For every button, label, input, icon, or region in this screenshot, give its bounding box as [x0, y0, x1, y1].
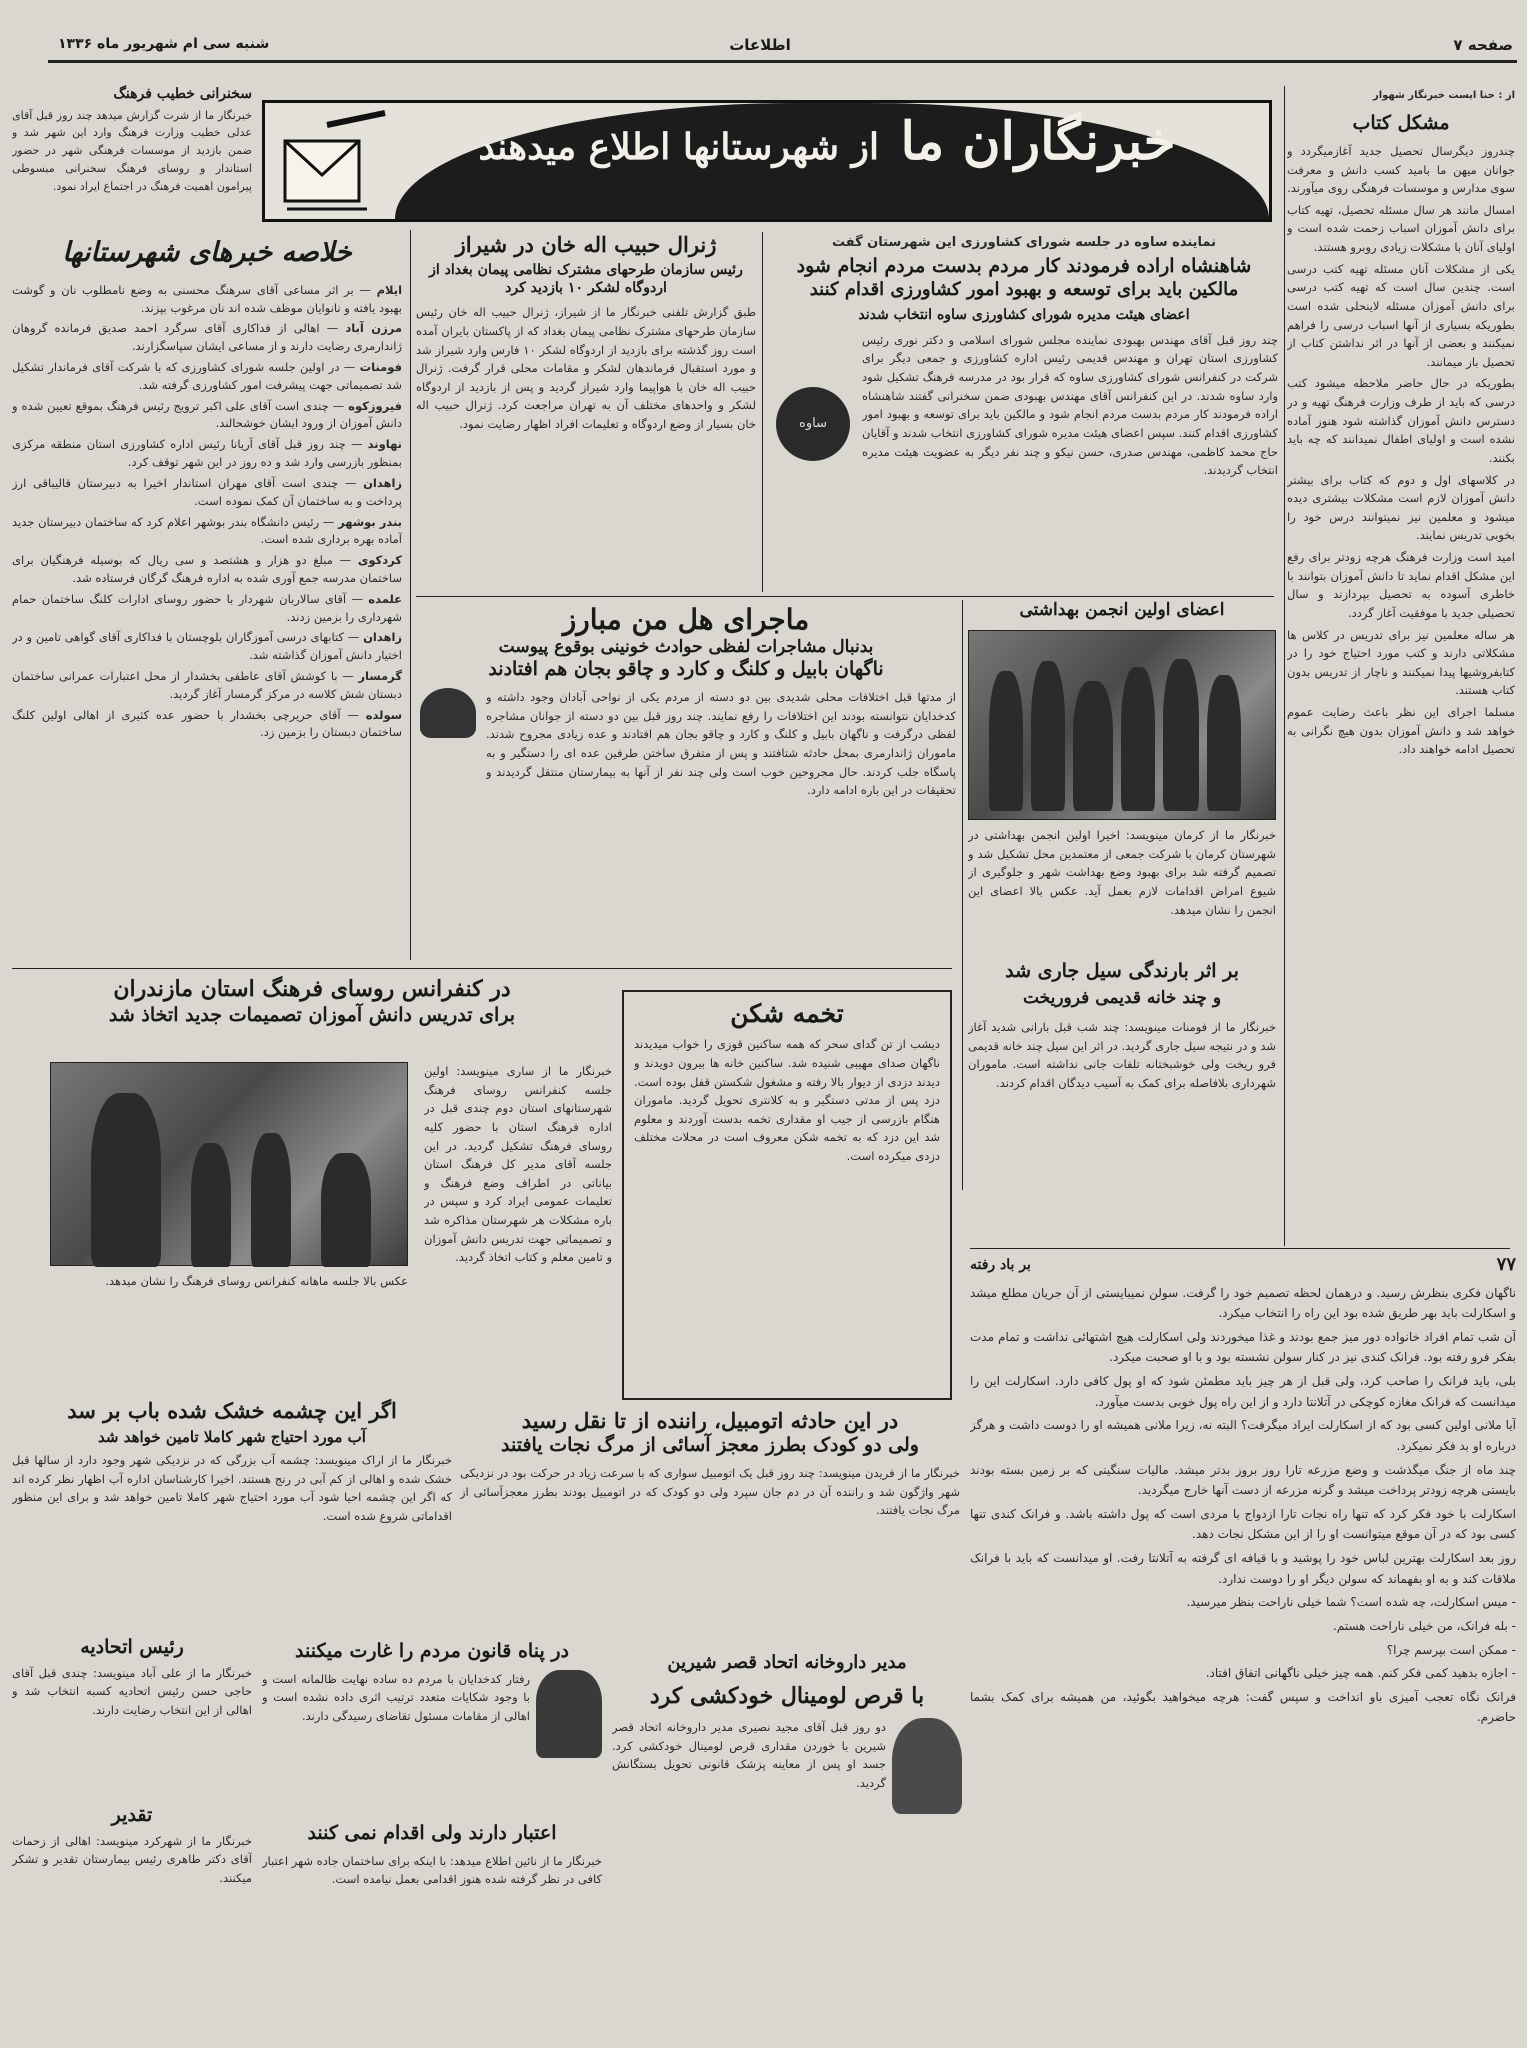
summary-item: زاهدان — کتابهای درسی آموزگاران بلوچستان با فداکاری آقای گواهی تامین و در اختیار دانش آموزان گذاشته شد.: [12, 630, 402, 663]
article-mazandaran: [12, 976, 612, 1396]
article-saveh-title: شاهنشاه اراده فرمودند کار مردم بدست مردم انجام شود: [796, 255, 1252, 278]
summary-divider: [410, 230, 411, 960]
summary-item: فومنات — در اولین جلسه شورای کشاورزی که با شرکت آقای فرماندار تشکیل شد تصمیماتی جهت پیشرفت امور کشاورزی گرفته شد.: [12, 360, 402, 392]
serial-top-rule: [970, 1248, 1510, 1249]
article-pharmacy-sub: با قرص لومینال خودکشی کرد: [649, 1682, 925, 1709]
summary-item: کردکوی — مبلغ دو هزار و هشتصد و سی ریال که بوسیله فرهنگیان برای ساختمان مدرسه جمع آوری شده به اداره فرهنگ گرگان فرستاده شد.: [12, 553, 402, 585]
summary-items: [12, 282, 402, 932]
article-union: [12, 1636, 252, 2036]
right-column-divider: [1284, 86, 1285, 1246]
article-general-title: ژنرال حبیب اله خان در شیراز: [455, 232, 717, 257]
article-pharmacy-body: دو روز قبل آقای مجید نصیری مدیر داروخانه اتحاد قصر شیرین با خوردن مقداری قرص لومینال خودکشی کرد. جسد او پس از معاینه پزشک قانونی تحویل بستگانش گردید.: [612, 1720, 886, 1790]
article-cheshmeh-body: خبرنگار ما از اراک مینویسد: چشمه آب بزرگی که در نزدیکی شهر وجود دارد از سالها قبل خشک شده و اهالی از کم آبی در رنج هستند. اخیرا کارشناسان اداره آب اظهار نظر کرده اند که اگر این چشمه احیا شود آب مورد احتیاج شهر کاملا تامین خواهد شد و برای این منظور اقداماتی شروع شده است.: [12, 1453, 452, 1523]
article-accident-title: در این حادثه اتومبیل، راننده از تا نقل رسید: [521, 1408, 899, 1433]
left-small-body: خبرنگار ما از شرت گزارش میدهد چند روز قبل آقای عدلی خطیب وزارت فرهنگ وارد این شهر شد و ضمن بازدید از موسسات فرهنگی شهر در حضور استاندار و روسای فرهنگ سخنرانی مبسوطی پیرامون اهمیت فرهنگ در اجتماع ایراد نمود.: [12, 108, 252, 193]
article-credit: [262, 1822, 602, 2032]
serial-label: بر باد رفته: [970, 1256, 1031, 1273]
article-saveh-title2: مالکین باید برای توسعه و بهبود امور کشاورزی اقدام کنند: [809, 278, 1239, 300]
right-article-title: مشکل کتاب: [1352, 112, 1450, 135]
article-mazandaran-title: در کنفرانس روسای فرهنگ استان مازندران: [113, 976, 511, 1002]
article-mobarez-body: از مدتها قبل اختلافات محلی شدیدی بین دو دسته از مردم یکی از نواحی آبادان وجود داشته و کدخدایان نتوانسته بودند این اختلافات را رفع نمایند. چند روز قبل بین دو دسته از جوانان مشاجره لفظی درگرفت و ناگهان بابیل و کلنگ و کارد و چاقو بجان هم افتادند و عده زیادی مجروح شدند. ماموران ژاندارمری بمحل حادثه شتافتند و پس از متفرق ساختن طرفین عده ای را دستگیر و به پاسگاه جلب کردند. حال مجروحین خوب است ولی چند نفر از آنها به بیمارستان منتقل گردیدند و تحقیقات در این باره ادامه دارد.: [486, 690, 956, 798]
article-tokhme-title: تخمه شکن: [730, 999, 844, 1028]
mazandaran-photo: [50, 1062, 408, 1266]
article-anjoman-body: خبرنگار ما از کرمان مینویسد: اخیرا اولین انجمن بهداشتی در شهرستان کرمان با شرکت جمعی از معتمدین محل تشکیل شد و تصمیم گرفته شد برای بهبود وضع بهداشت شهر و جلوگیری از شیوع امراض اقدامات لازم بعمل آید. عکس بالا اعضای این انجمن را نشان میدهد.: [968, 828, 1276, 917]
banner-subtitle: از شهرستانها اطلاع میدهند: [478, 126, 879, 168]
article-saveh: [770, 232, 1278, 602]
summary-item: گرمسار — با کوشش آقای عاطفی بخشدار از محل اعتبارات عمرانی ساختمان دبستان شش کلاسه در مرکز گرمسار آغاز گردید.: [12, 669, 402, 701]
left-small-title: سخنرانی خطیب فرهنگ: [113, 86, 252, 102]
article-cheshmeh-title: اگر این چشمه خشک شده باب بر سد: [67, 1398, 397, 1423]
article-flood-sub: و چند خانه قدیمی فروریخت: [1022, 988, 1222, 1008]
serial-number: ۷۷: [1496, 1254, 1516, 1275]
header-rule: [48, 60, 1517, 63]
article-mazandaran-caption: عکس بالا جلسه ماهانه کنفرانس روسای فرهنگ را نشان میدهد.: [105, 1274, 408, 1288]
article-cheshmeh-sub: آب مورد احتیاج شهر کاملا تامین خواهد شد: [98, 1428, 366, 1447]
summary-item: ایلام — بر اثر مساعی آقای سرهنگ محسنی به وضع نامطلوب نان و گوشت بهبود یافته و نانوایان موظف شده اند نان مرغوب بپزند.: [12, 282, 402, 315]
article-general-body: طبق گزارش تلفنی خبرنگار ما از شیراز، ژنرال حبیب اله خان رئیس سازمان طرحهای مشترک نظامی پیمان بغداد که از پاکستان بایران آمده است روز گذشته برای بازدید از اردوگاه لشکر ۱۰ فارس وارد شیراز شد و مورد استقبال فرماندهان لشکر و مقامات محلی قرار گرفت. ژنرال حبیب اله خان با هواپیما وارد شیراز گردید و پس از بازدید از اردوگاه لشکر و واحدهای مختلف آن به تهران مراجعت کرد. ژنرال حبیب اله خان بسیار از وضع اردوگاه و تعلیمات افراد اظهار رضایت نمود.: [416, 305, 756, 431]
serial-body: ناگهان فکری بنظرش رسید. و درهمان لحظه تصمیم خود را گرفت. سولن نمیبایستی از آن جریان مطلع میشد و اسکارلت باید بهر طریق شده بود این راه را انتخاب میکرد. آن شب تمام افراد خانواده دور میز جمع بودند و غذا میخوردند ولی اسکارلت هیچ اشتهائی نداشت و تمام مدت بفکر فرو رفته بود. فرانک کندی نیز در کنار سولن نشسته بود و با او صحبت میکرد. بلی، باید فرانک را صاحب کرد، ولی قبل از هر چیز باید مطمئن شود که او پول کافی دارد. اسکارلت این را میدانست که فرانک مغازه کوچکی در آتلانتا دارد و از این راه پول خوبی بدست میآورد. آیا ملانی اولین کسی بود که از اسکارلت ایراد میگرفت؟ البته نه، زیرا ملانی همیشه او را دوست داشت و هرگز درباره او بد فکر نمیکرد. چند ماه از جنگ میگذشت و وضع مزرعه تارا روز بروز بدتر میشد. مالیات سنگینی که بر زمین بسته بودند بایستی هرچه زودتر پرداخت میشد و گرنه مزرعه از دست آنها خارج میگردید. اسکارلت با خود فکر کرد که تنها راه نجات تارا ازدواج با مردی است که پول داشته باشد. و فرانک کندی تنها کسی بود که در آن موقع میتوانست او را از این مشکل نجات دهد. روز بعد اسکارلت بهترین لباس خود را پوشید و با قیافه ای گرفته به آتلانتا رفت. او میدانست که باید با فرانک ملاقات کند و به او بفهماند که سولن دیگر او را دوست ندارد. - میس اسکارلت، چه شده است؟ شما خیلی ناراحت بنظر میرسید. - بله فرانک، من خیلی ناراحت هستم. - ممکن است بپرسم چرا؟ - اجازه بدهید کمی فکر کنم. همه چیز خیلی ناگهانی اتفاق افتاد. فرانک نگاه تعجب آمیزی باو انداخت و سپس گفت: هرچه میخواهید بگوئید، من همیشه برای کمک بشما حاضرم.: [970, 1285, 1516, 1725]
summary-item: سولده — آقای حریرچی بخشدار با حضور عده کثیری از اهالی اولین کلنگ ساختمان دبستان را بزمین زد.: [12, 707, 402, 740]
article-mobarez-title: ماجرای هل من مبارز: [562, 603, 810, 636]
summary-title: خلاصه خبرهای شهرستانها: [62, 237, 352, 268]
issue-date: شنبه سی ام شهریور ماه ۱۳۳۶: [58, 36, 270, 52]
summary-item: بندر بوشهر — رئیس دانشگاه بندر بوشهر اعلام کرد که ساختمان دبیرستان جدید آماده بهره برداری شده است.: [12, 514, 402, 547]
article-flood-body: خبرنگار ما از فومنات مینویسد: چند شب قبل بارانی شدید آغاز شد و در نتیجه سیل جاری گردید. در اثر این سیل چند خانه قدیمی فرو ریخت ولی خوشبختانه تلفات جانی نداشته است. ماموران شهرداری بلافاصله برای کمک به آسیب دیدگان اقدام کردند.: [968, 1020, 1276, 1090]
article-mobarez-sub2: ناگهان بابیل و کلنگ و کارد و چاقو بجان هم افتادند: [488, 658, 884, 681]
saveh-seal-text: ساوه: [799, 416, 827, 432]
article-accident-sub: ولی دو کودک بطرز معجز آسائی از مرگ نجات یافتند: [501, 1434, 919, 1457]
summary-item: مرزن آباد — اهالی از فداکاری آقای سرگرد احمد صدیق فرمانده گروهان ژاندارمری رضایت دارند و از مساعی ایشان سپاسگزارند.: [12, 321, 402, 354]
article-flood-title: بر اثر بارندگی سیل جاری شد: [1005, 960, 1239, 982]
article-saveh-sub: اعضای هیئت مدیره شورای کشاورزی ساوه انتخاب شدند: [858, 307, 1190, 324]
saveh-seal-icon: [776, 387, 850, 461]
section-banner: [262, 100, 1272, 222]
article-looting-title: در پناه قانون مردم را غارت میکنند: [295, 1640, 569, 1662]
col-divider-b: [962, 600, 963, 1190]
article-looting-body: رفتار کدخدایان با مردم ده ساده نهایت ظالمانه است و با وجود شکایات متعدد ترتیب اثری داده نشده است و اهالی از مقامات مسئول تقاضای رسیدگی دارند.: [262, 1671, 530, 1723]
article-anjoman-title: اعضای اولین انجمن بهداشتی: [1019, 600, 1225, 620]
left-small-article: [12, 86, 252, 216]
portrait-icon: [892, 1718, 962, 1814]
banner-title: خبرنگاران ما: [900, 111, 1176, 172]
newspaper-name: اطلاعات: [729, 36, 791, 54]
pen-ink-icon: [267, 105, 395, 221]
article-mobarez-sub: بدنبال مشاجرات لفظی حوادث خونینی بوقوع پیوست: [498, 637, 874, 657]
article-credit-title: اعتبار دارند ولی اقدام نمی کنند: [307, 1822, 557, 1844]
article-saveh-kicker: نماینده ساوه در جلسه شورای کشاورزی این شهرستان گفت: [831, 235, 1217, 250]
article-union-body: خبرنگار ما از علی آباد مینویسد: چندی قبل آقای حاجی حسن رئیس اتحادیه کسبه انتخاب شد و اهالی از این انتخاب رضایت دارند.: [12, 1665, 252, 1717]
article-tokhme: [622, 990, 952, 1400]
anjoman-photo: [968, 630, 1276, 820]
fight-illustration-icon: [420, 688, 476, 738]
article-cheshmeh: [12, 1398, 452, 1618]
right-column: [1287, 88, 1515, 1228]
article-accident-body: خبرنگار ما از فریدن مینویسد: چند روز قبل یک اتومبیل سواری که با سرعت زیاد در حرکت بود در نزدیکی شهر واژگون شد و راننده آن در دم جان سپرد ولی دو کودک که در اتومبیل بودند بطرز معجزآسائی از مرگ نجات یافتند.: [460, 1466, 960, 1518]
right-byline: از : حنا ایست خبرنگار شهوار: [1372, 90, 1515, 101]
serial-story: [970, 1254, 1516, 2034]
article-looting: [262, 1640, 602, 1810]
article-tokhme-body: دیشب از تن گدای سحر که همه ساکنین قوزی را خواب میدیدند ناگهان صدای مهیبی شنیده شد. ساکنین خانه ها بیرون دویدند و دیدند دزدی از دیوار بالا رفته و مشغول شکستن قفل بوده است. دزد پس از مدتی دستگیر و به کلانتری تحویل گردید. ماموران هنگام بازرسی از جیب او مقداری تخمه بدست آوردند و معلوم شد این دزد که به تخمه شکن معروف است در محلات مختلف دزدی میکرده است.: [634, 1037, 940, 1163]
summary-item: نهاوند — چند روز قبل آقای آریانا رئیس اداره کشاورزی استان منطقه مرکزی بمنظور بازرسی وارد شد و ده روز در این شهر توقف کرد.: [12, 437, 402, 470]
article-thanks-title: تقدیر: [111, 1803, 153, 1826]
article-thanks-body: خبرنگار ما از شهرکرد مینویسد: اهالی از زحمات آقای دکتر طاهری رئیس بیمارستان تقدیر و تشکر میکنند.: [12, 1833, 252, 1885]
hrule-mobarez: [416, 596, 1274, 597]
article-general-shiraz: [416, 232, 756, 592]
article-mobarez: [416, 602, 956, 962]
article-mazandaran-sub: برای تدریس دانش آموزان تصمیمات جدید اتخاذ شد: [108, 1003, 516, 1026]
summary-item: علمده — آقای سالاربان شهردار با حضور روسای ادارات کلنگ ساختمان حمام شهرداری را بزمین زدند.: [12, 591, 402, 624]
article-pharmacy-title: مدیر داروخانه اتحاد قصر شیرین: [667, 1652, 907, 1673]
article-general-sub: رئیس سازمان طرحهای مشترک نظامی پیمان بغداد از اردوگاه لشکر ۱۰ بازدید کرد: [429, 262, 743, 296]
article-union-title: رئیس اتحادیه: [80, 1636, 184, 1658]
article-anjoman: [968, 600, 1276, 1220]
banner-text: [405, 111, 1249, 172]
cartoon-icon: [536, 1670, 602, 1758]
col-divider-a: [762, 232, 763, 592]
summary-column: [12, 236, 402, 956]
article-pharmacy: [612, 1652, 962, 2032]
article-credit-body: خبرنگار ما از نائین اطلاع میدهد: با اینکه برای ساختمان جاده شهر اعتبار کافی در نظر گرفته شده هنوز اقدامی بعمل نیامده است.: [262, 1853, 602, 1887]
article-saveh-body: چند روز قبل آقای مهندس بهبودی نماینده مجلس شورای اسلامی و دکتر نوری رئیس کشاورزی استان تهران و مهندس قدیمی رئیس اداره کشاورزی و جمعی دیگر برای شرکت در کنفرانس شورای کشاورزی ساوه که قرار بود در مدرسه فرهنگ تشکیل شود وارد ساوه شدند. در این کنفرانس آقای مهندس بهبودی ضمن سخنرانی گفتند شاهنشاه اراده فرمودند کار مردم بدست مردم انجام شود و مالکین باید برای توسعه و بهبود امور کشاورزی اقدام کنند. سپس اعضای هیئت مدیره شورای کشاورزی انتخاب شدند و آقایان حاج محمد کاظمی، مهندس صدری، حسن نیکو و چند نفر دیگر به عضویت هیئت مدیره انتخاب گردیدند.: [862, 332, 1278, 478]
article-mazandaran-body: خبرنگار ما از ساری مینویسد: اولین جلسه کنفرانس روسای فرهنگ شهرستانهای استان دوم چندی قبل در اداره فرهنگ استان با حضور کلیه روسای فرهنگ تشکیل گردید. در این جلسه آقای مدیر کل فرهنگ استان بیاناتی در اطراف وضع فرهنگ و تعلیمات عمومی ایراد کرد و سپس در باره مشکلات هر شهرستان مذاکره شد و تصمیماتی جهت تدریس دانش آموزان و تامین معلم و کتاب اتخاذ گردید.: [424, 1064, 612, 1265]
article-accident: [460, 1408, 960, 1628]
page-number: صفحه ۷: [1453, 36, 1513, 54]
summary-item: زاهدان — چندی است آقای مهران استاندار اخیرا به دبیرستان قالیباقی ارز پرداخت و به ساختمان آن کمک نموده است.: [12, 475, 402, 508]
right-article-body: چندروز دیگرسال تحصیل جدید آغازمیگردد و جوانان میهن ما بامید کسب دانش و معرفت سوی مدارس و موسسات فرهنگی روی میآورند. امسال مانند هر سال مسئله تحصیل، تهیه کتاب برای دانش آموزان اسباب زحمت شده است و اولیای آنان با مشکلات زیادی روبرو هستند. یکی از مشکلات آنان مسئله تهیه کتب درسی است. چندین سال است که تهیه کتب درسی برای دانش آموزان مسئله لاینحلی شده است بطوریکه بسیاری از آنها اسباب درسی را فراهم نمیکنند و بعضی از آنها در اثر نداشتن کتاب از تحصیل باز میمانند. بطوریکه در حال حاضر ملاحظه میشود کتب درسی که باید از طرف وزارت فرهنگ تهیه و در دسترس دانش آموزان گذاشته شود هنوز آماده نشده است و اولیای اطفال نمیدانند که چه باید بکنند. در کلاسهای اول و دوم که کتاب برای بیشتر دانش آموزان لازم است مشکلات بیشتری دیده میشود و معلمین نیز نمیتوانند درس خود را بخوبی تدریس نمایند. امید است وزارت فرهنگ هرچه زودتر برای رفع این مشکل اقدام نماید تا دانش آموزان بتوانند با خاطری آسوده به تحصیل بپردازند و سال تحصیلی جدید با موفقیت آغاز گردد. هر ساله معلمین نیز برای تدریس در کلاس ها مشکلاتی دارند و کتب مورد احتیاج خود را در کتابفروشیها پیدا نمیکنند و ناچار از تدریس بدون کتاب هستند. مسلما اجرای این نظر باعث رضایت عموم خواهد شد و دانش آموزان بدون هیچ نگرانی به تحصیل ادامه خواهند داد.: [1287, 143, 1515, 757]
summary-item: فیروزکوه — چندی است آقای علی اکبر ترویج رئیس فرهنگ بموقع تعیین شده و دانش آموزان از ورود ایشان خوشحالند.: [12, 398, 402, 431]
hrule-mazandaran: [12, 968, 952, 969]
